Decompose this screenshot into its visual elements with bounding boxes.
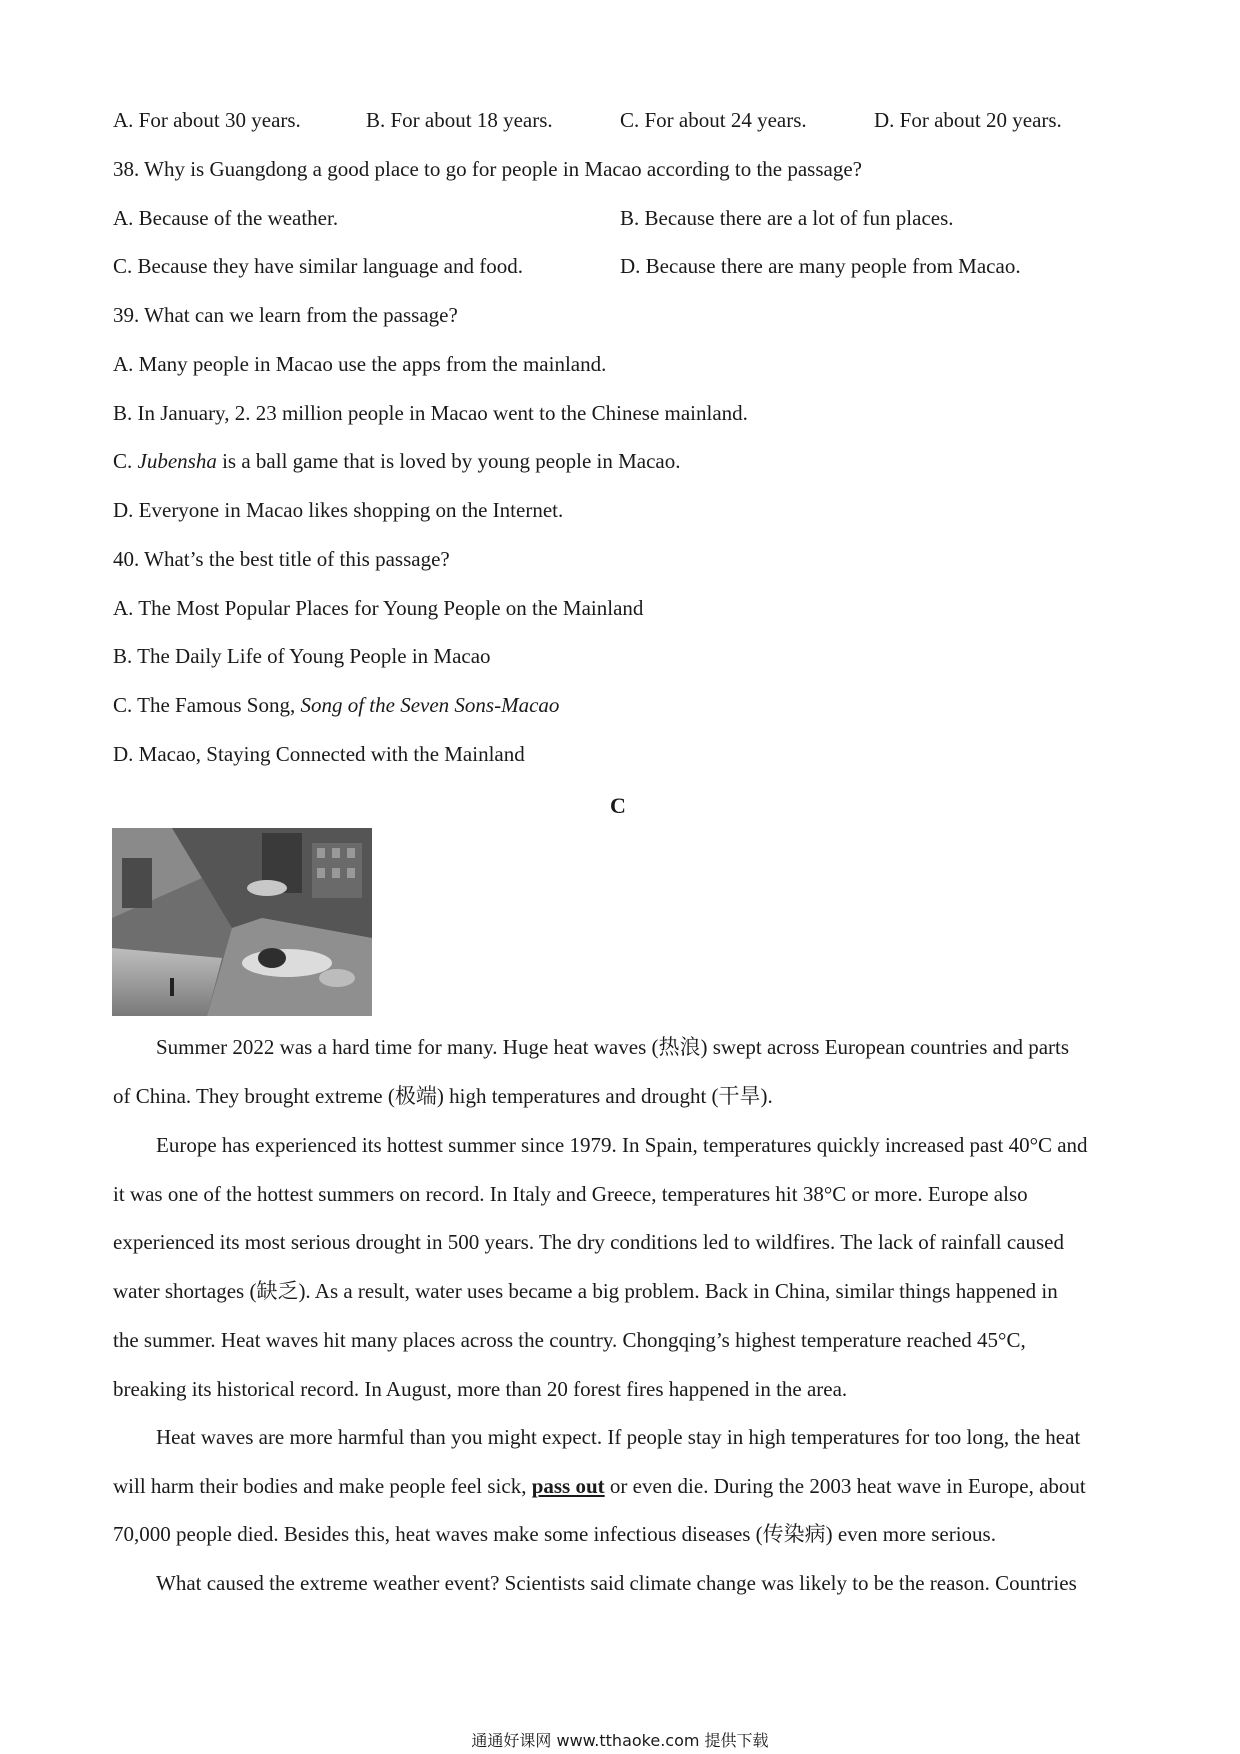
passage-p1-line2: of China. They brought extreme (极端) high temperatures and drought (干旱). <box>113 1084 773 1108</box>
q37-option-a: A. For about 30 years. <box>113 108 301 132</box>
q38-option-d: D. Because there are many people from Macao. <box>620 254 1021 278</box>
passage-p2-line6: breaking its historical record. In August, more than 20 forest fires happened in the area. <box>113 1377 848 1401</box>
q39-option-c-prefix: C. <box>113 449 138 473</box>
q37-option-d: D. For about 20 years. <box>874 108 1062 132</box>
q39-option-c-italic: Jubensha <box>137 449 217 473</box>
passage-p2-line1: Europe has experienced its hottest summer since 1979. In Spain, temperatures quickly increased past 40°C and <box>156 1133 1088 1157</box>
q38-option-a: A. Because of the weather. <box>113 206 339 230</box>
passage-p2-line2: it was one of the hottest summers on record. In Italy and Greece, temperatures hit 38°C or more. Europe also <box>113 1182 1028 1206</box>
passage-p3-line1: Heat waves are more harmful than you might expect. If people stay in high temperatures for too long, the heat <box>156 1425 1081 1449</box>
passage-p2-line3: experienced its most serious drought in 500 years. The dry conditions led to wildfires. The lack of rainfall caused <box>113 1230 1064 1254</box>
q40-option-c-italic: Song of the Seven Sons-Macao <box>300 693 560 717</box>
q40-option-a: A. The Most Popular Places for Young People on the Mainland <box>113 596 644 620</box>
q40-option-b: B. The Daily Life of Young People in Macao <box>113 644 491 668</box>
section-heading: C <box>610 793 626 818</box>
q38-question: 38. Why is Guangdong a good place to go for people in Macao according to the passage? <box>113 157 862 181</box>
q40-question: 40. What’s the best title of this passage? <box>113 547 450 571</box>
q40-option-c <box>113 695 559 716</box>
pass-out-phrase: pass out <box>531 1474 605 1498</box>
passage-p3-line2-after: or even die. During the 2003 heat wave in Europe, about <box>604 1474 1086 1498</box>
q39-question: 39. What can we learn from the passage? <box>113 303 458 327</box>
q37-option-c: C. For about 24 years. <box>620 108 807 132</box>
passage-p2-line4: water shortages (缺乏). As a result, water uses became a big problem. Back in China, similar things happened in <box>113 1279 1058 1303</box>
q39-option-c-rest: is a ball game that is loved by young people in Macao. <box>216 449 681 473</box>
passage-p3-line2 <box>113 1476 1086 1497</box>
q39-option-b: B. In January, 2. 23 million people in Macao went to the Chinese mainland. <box>113 401 748 425</box>
passage-p2-line5: the summer. Heat waves hit many places across the country. Chongqing’s highest temperature reached 45°C, <box>113 1328 1026 1352</box>
q38-option-c: C. Because they have similar language and food. <box>113 254 523 278</box>
heatwave-photo-collage <box>112 828 372 1016</box>
page-footer: 通通好课网 www.tthaoke.com 提供下载 <box>471 1731 769 1750</box>
q38-option-b: B. Because there are a lot of fun places. <box>620 206 954 230</box>
q40-option-c-prefix: C. The Famous Song, <box>113 693 301 717</box>
passage-p4-line1: What caused the extreme weather event? Scientists said climate change was likely to be the reason. Countries <box>156 1571 1077 1595</box>
passage-p3-line3: 70,000 people died. Besides this, heat waves make some infectious diseases (传染病) even more serious. <box>113 1522 996 1546</box>
passage-p3-line2-before: will harm their bodies and make people feel sick, <box>113 1474 532 1498</box>
q37-option-b: B. For about 18 years. <box>366 108 553 132</box>
q40-option-d: D. Macao, Staying Connected with the Mainland <box>113 742 525 766</box>
q39-option-c <box>113 451 680 472</box>
q39-option-d: D. Everyone in Macao likes shopping on the Internet. <box>113 498 564 522</box>
q39-option-a: A. Many people in Macao use the apps from the mainland. <box>113 352 607 376</box>
photo-collage-image <box>112 828 372 1016</box>
passage-p1-line1: Summer 2022 was a hard time for many. Huge heat waves (热浪) swept across European countries and parts <box>156 1035 1070 1059</box>
